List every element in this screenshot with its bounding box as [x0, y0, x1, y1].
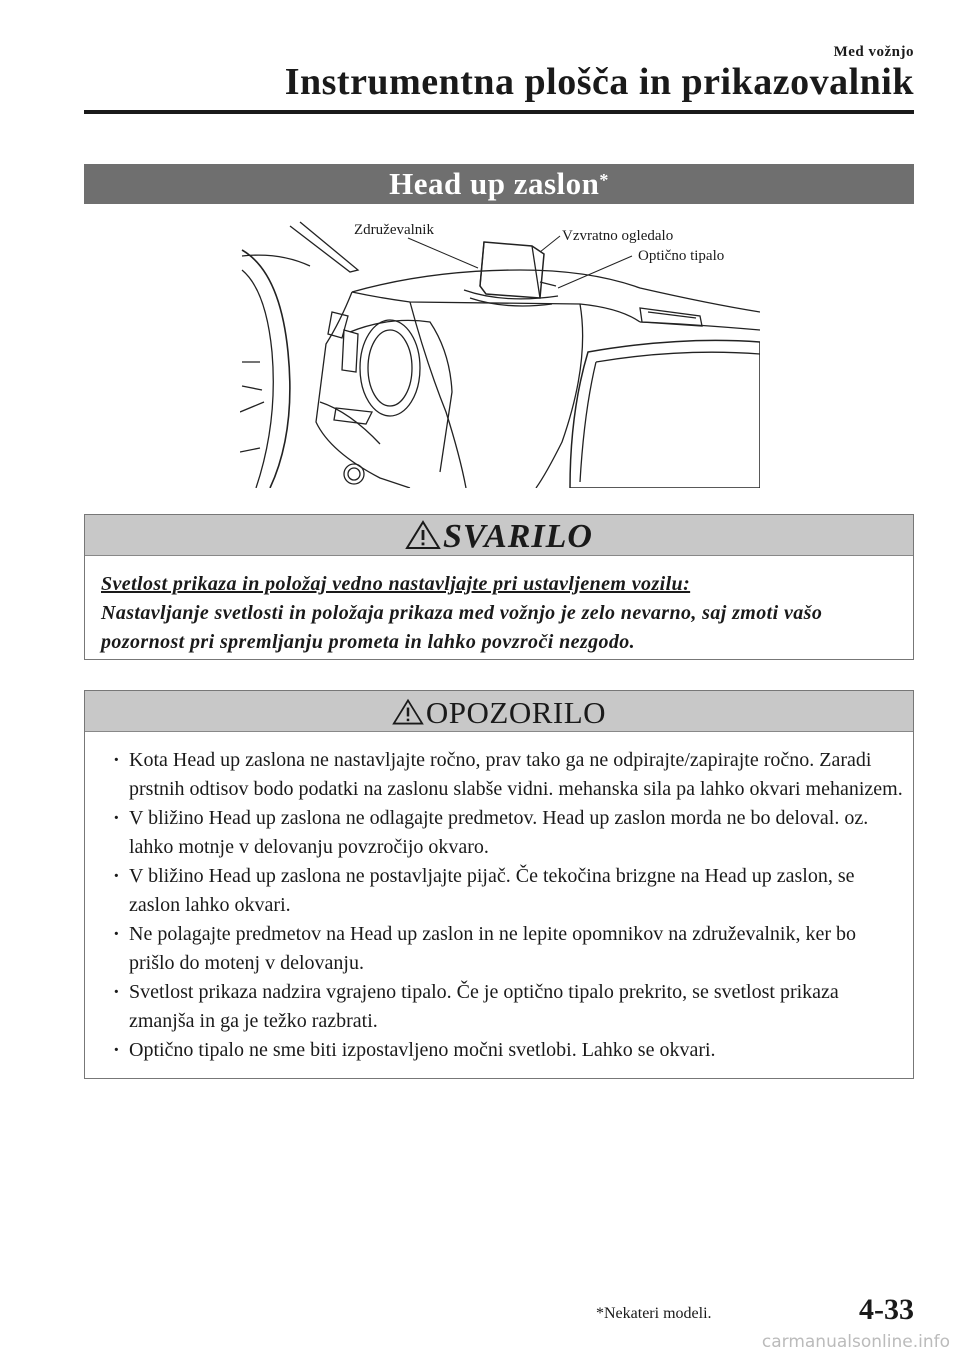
warning-box — [84, 514, 914, 660]
caution-triangle-icon — [392, 698, 424, 726]
steering-wheel-icon — [242, 250, 290, 488]
header-subtitle: Med vožnjo — [833, 44, 914, 60]
warning-triangle-icon — [405, 520, 441, 550]
caution-item: · Ne polagajte predmetov na Head up zaslon in ne lepite opomnikov na združevalnik, ker bo prišlo do motenj v delovanju. — [113, 920, 903, 978]
label-mirror: Vzvratno ogledalo — [562, 228, 674, 244]
header-rule — [84, 110, 914, 114]
page-number: 4-33 — [859, 1293, 914, 1326]
caution-item: · Svetlost prikaza nadzira vgrajeno tipalo. Če je optično tipalo prekrito, se svetlost prikaza zmanjša in ga je težko razbrati. — [113, 978, 903, 1036]
section-title: Head up zaslon — [389, 166, 600, 201]
label-sensor: Optično tipalo — [638, 248, 725, 264]
section-title-bar — [84, 164, 914, 204]
header-title: Instrumentna plošča in prikazovalnik — [284, 61, 914, 103]
center-screen-icon — [570, 340, 760, 488]
caution-list — [113, 746, 903, 1065]
caution-item: · V bližino Head up zaslona ne postavljajte pijač. Če tekočina brizgne na Head up zaslon, se zaslon lahko okvari. — [113, 862, 903, 920]
caution-header — [85, 691, 913, 732]
warning-text: Nastavljanje svetlosti in položaja prikaza med vožnjo je zelo nevarno, saj zmoti vašo pozornost pri spremljanju prometa in lahko povzroči nezgodo. — [101, 602, 823, 653]
label-combiner: Združevalnik — [354, 222, 434, 238]
dashboard-icon — [240, 270, 760, 488]
caution-item: · Kota Head up zaslona ne nastavljajte ročno, prav tako ga ne odpirajte/zapirajte ročno. Zaradi prstnih odtisov bodo podatki na zaslonu slabše vidni. mehanska sila pa lahko okvari mehanizem. — [113, 746, 903, 804]
warning-header — [85, 515, 913, 556]
caution-title: OPOZORILO — [425, 695, 607, 730]
caution-box — [84, 690, 914, 1079]
head-up-display-icon — [464, 242, 558, 306]
warning-lead: Svetlost prikaza in položaj vedno nastavljajte pri ustavljenem vozilu: — [101, 573, 691, 595]
hud-illustration — [240, 212, 760, 488]
warning-title: SVARILO — [443, 518, 593, 555]
caution-item: · V bližino Head up zaslona ne odlagajte predmetov. Head up zaslon morda ne bo deloval. oz. lahko motnje v delovanju povzročijo okvaro. — [113, 804, 903, 862]
caution-body — [85, 732, 913, 1065]
caution-item: · Optično tipalo ne sme biti izpostavljeno močni svetlobi. Lahko se okvari. — [113, 1036, 903, 1065]
section-asterisk: * — [599, 170, 609, 190]
footnote: *Nekateri modeli. — [596, 1305, 712, 1322]
warning-body — [85, 556, 913, 657]
watermark: carmanualsonline.info — [761, 1332, 950, 1352]
